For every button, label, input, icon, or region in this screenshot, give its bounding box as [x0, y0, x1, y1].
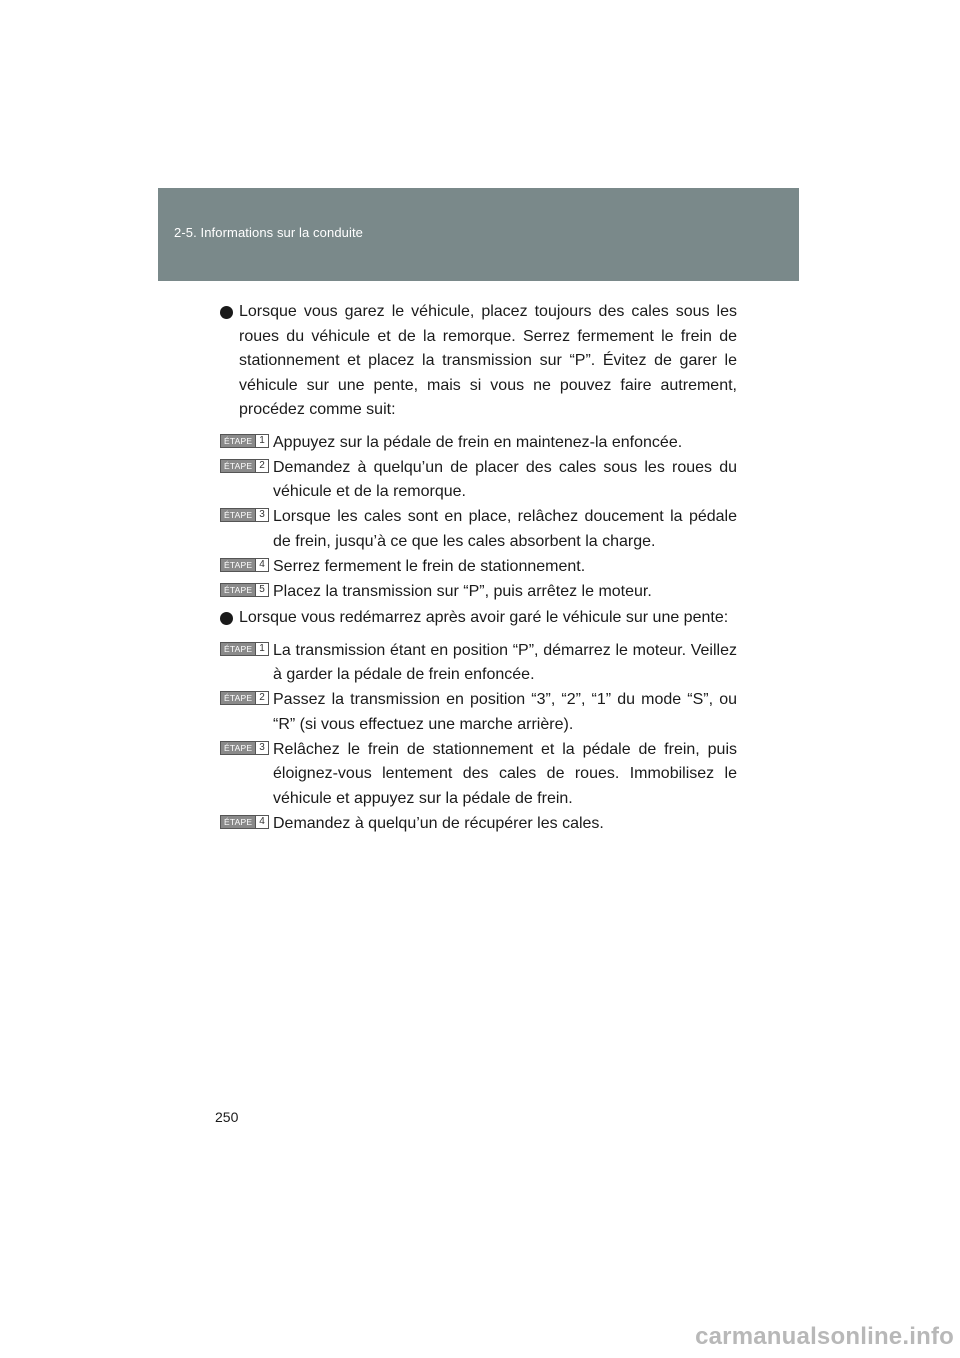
- step-text: Demandez à quelqu’un de placer des cales sous les roues du véhicule et de la remorque.: [273, 458, 737, 500]
- step-text: Serrez fermement le frein de stationnement.: [273, 557, 586, 575]
- step-item: [220, 456, 737, 505]
- bullet-paragraph: Lorsque vous garez le véhicule, placez toujours des cales sous les roues du véhicule et de la remorque. Serrez fermement le frein de stationnement et placez la transmission sur “P”. Évitez de garer le véhicule sur une pente, mais si vous ne pouvez faire autrement, procédez comme suit:: [220, 300, 737, 423]
- step-badge: ÉTAPE 1: [220, 434, 269, 448]
- step-badge: ÉTAPE 5: [220, 583, 269, 597]
- step-text: Relâchez le frein de stationnement et la pédale de frein, puis éloignez-vous lentement des cales de roues. Immobilisez le véhicule et appuyez sur la pédale de frein.: [273, 740, 737, 807]
- step-badge: ÉTAPE 4: [220, 558, 269, 572]
- page-number: 250: [215, 1109, 239, 1125]
- step-text: Appuyez sur la pédale de frein en maintenez-la enfoncée.: [273, 433, 683, 451]
- step-badge: ÉTAPE 1: [220, 642, 269, 656]
- section-header: [158, 188, 799, 281]
- step-badge: ÉTAPE 2: [220, 691, 269, 705]
- section-title: 2-5. Informations sur la conduite: [174, 225, 364, 240]
- step-item: [220, 580, 737, 605]
- watermark: carmanualsonline.info: [695, 1323, 954, 1350]
- step-item: [220, 738, 737, 812]
- step-text: Passez la transmission en position “3”, “2”, “1” du mode “S”, ou “R” (si vous effectuez une marche arrière).: [273, 691, 737, 733]
- step-item: [220, 431, 737, 456]
- step-text: Lorsque les cales sont en place, relâchez doucement la pédale de frein, jusqu’à ce que les cales absorbent la charge.: [273, 508, 737, 550]
- step-badge: ÉTAPE 4: [220, 815, 269, 829]
- bullet-icon: [220, 306, 233, 319]
- step-text: Demandez à quelqu’un de récupérer les cales.: [273, 814, 604, 832]
- step-item: [220, 812, 737, 837]
- step-badge: ÉTAPE 3: [220, 741, 269, 755]
- step-badge: ÉTAPE 2: [220, 459, 269, 473]
- step-text: La transmission étant en position “P”, démarrez le moteur. Veillez à garder la pédale de frein enfoncée.: [273, 641, 737, 683]
- step-item: [220, 555, 737, 580]
- bullet-paragraph: Lorsque vous redémarrez après avoir garé le véhicule sur une pente:: [220, 606, 737, 631]
- bullet-icon: [220, 612, 233, 625]
- step-item: [220, 688, 737, 737]
- step-list: [220, 639, 737, 837]
- page-content: [220, 300, 737, 838]
- step-item: [220, 639, 737, 688]
- step-badge: ÉTAPE 3: [220, 508, 269, 522]
- step-text: Placez la transmission sur “P”, puis arrêtez le moteur.: [273, 582, 652, 600]
- step-list: [220, 431, 737, 605]
- instruction-block: [220, 300, 737, 604]
- instruction-block: [220, 606, 737, 836]
- step-item: [220, 505, 737, 554]
